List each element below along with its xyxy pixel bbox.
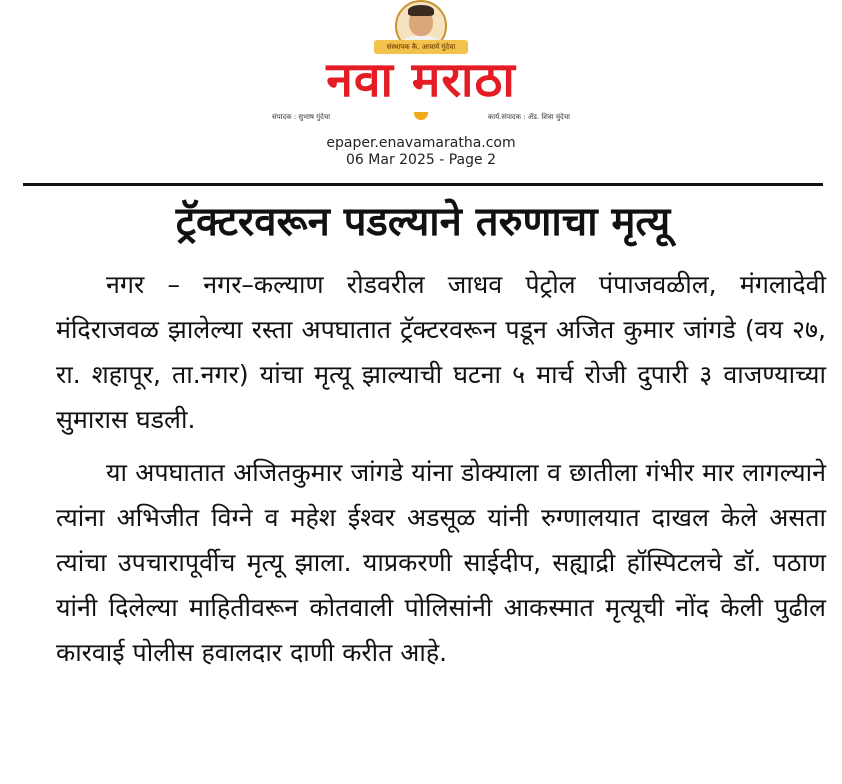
newspaper-masthead <box>270 0 572 128</box>
epaper-url: epaper.enavamaratha.com <box>326 135 516 151</box>
newspaper-logo: नवा मराठा <box>326 52 516 108</box>
article-body <box>56 262 826 675</box>
source-info <box>0 135 842 169</box>
founder-ribbon: संस्थापक कै. आचार्य गुंदेचा <box>374 40 468 54</box>
divider-rule <box>23 183 823 186</box>
article-paragraph: या अपघातात अजितकुमार जांगडे यांना डोक्याला व छातीला गंभीर मार लागल्याने त्यांना अभिजीत विग्ने व महेश ईश्वर अडसूळ यांनी रुग्णालयात दाखल केले असता त्यांचा उपचारापूर्वीच मृत्यू झाला. याप्रकरणी साईदीप, सह्याद्री हॉस्पिटलचे डॉ. पठाण यांनी दिलेल्या माहितीवरून कोतवाली पोलिसांनी आकस्मात मृत्यूची नोंद केली पुढील कारवाई पोलीस हवालदार दाणी करीत आहे. <box>56 458 826 667</box>
article-paragraph: नगर – नगर–कल्याण रोडवरील जाधव पेट्रोल पंपाजवळील, मंगलादेवी मंदिराजवळ झालेल्या रस्ता अपघातात ट्रॅक्टरवरून पडून अजित कुमार जांगडे (वय २७, रा. शहापूर, ता.नगर) यांचा मृत्यू झाल्याची घटना ५ मार्च रोजी दुपारी ३ वाजण्याच्या सुमारास घडली. <box>56 270 826 434</box>
editor-credit: संपादक : सुभाष गुंदेचा <box>272 113 331 121</box>
article-headline: ट्रॅक्टरवरून पडल्याने तरुणाचा मृत्यू <box>175 199 671 245</box>
diya-icon <box>414 112 428 120</box>
executive-editor-credit: कार्य.संपादक : ॲड. शिवा मुंदेचा <box>487 113 570 121</box>
date-page: 06 Mar 2025 - Page 2 <box>346 152 496 168</box>
